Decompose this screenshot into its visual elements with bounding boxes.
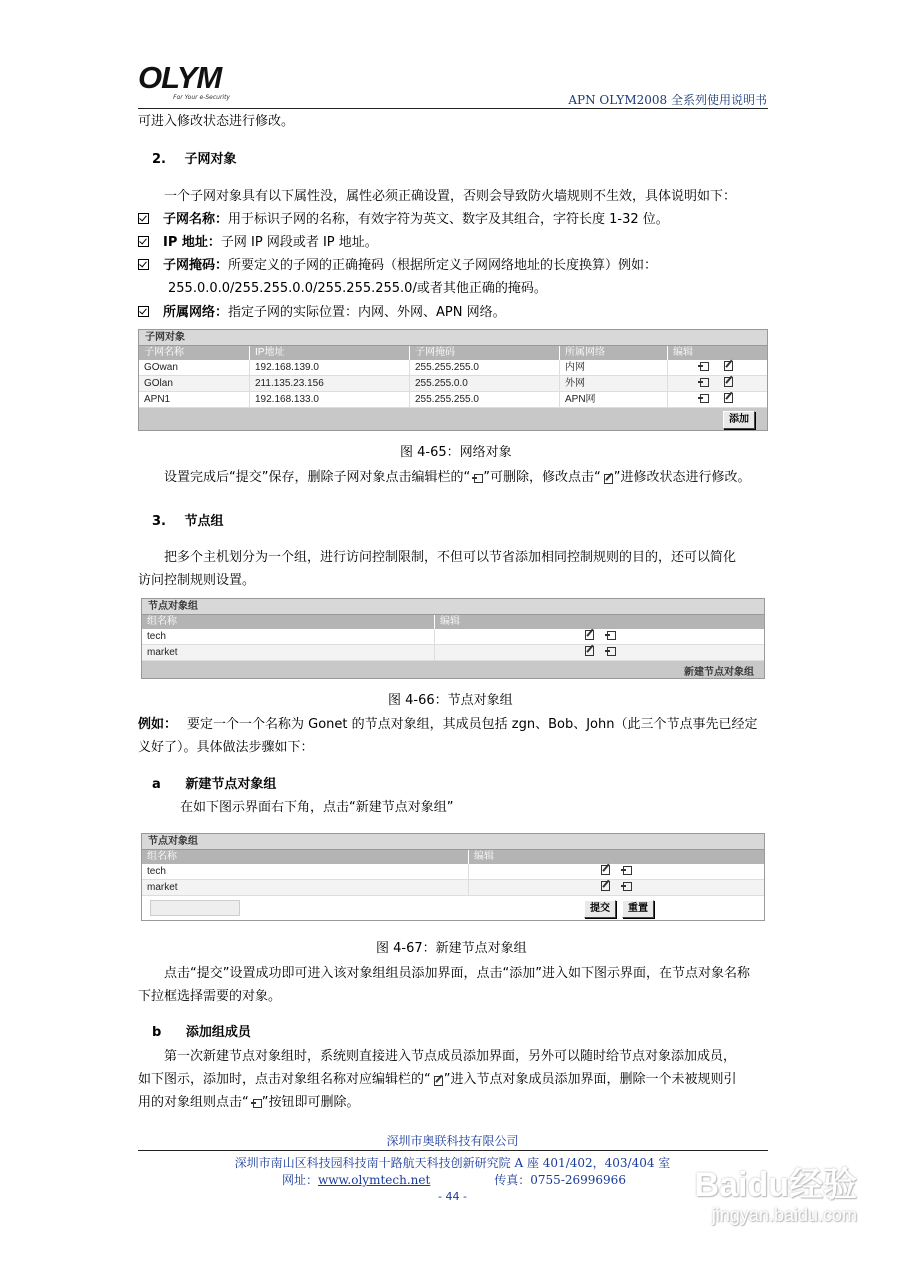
col-subnet-name: 子网名称 xyxy=(144,347,184,358)
logo xyxy=(138,62,238,104)
footer-address: 深圳市南山区科技园科技南十路航天科技创新研究院 A 座 401/402，403/404 室 xyxy=(234,1156,671,1170)
example-line2: 义好了）。具体做法步骤如下： xyxy=(138,740,314,755)
footer-rule xyxy=(138,1150,768,1151)
section-2-heading xyxy=(152,152,237,168)
col-edit: 编辑 xyxy=(468,850,494,864)
submit-button[interactable]: 提交 xyxy=(584,900,616,918)
sub-b-heading xyxy=(152,1025,251,1041)
edit-icon[interactable] xyxy=(601,881,610,891)
checkbox-icon xyxy=(138,236,149,247)
checkbox-icon xyxy=(138,213,149,224)
footer-company: 深圳市奥联科技有限公司 xyxy=(386,1134,519,1148)
table-row: GOlan 211.135.23.156 255.255.0.0 外网 xyxy=(139,376,767,392)
figure-67-caption: 图 4-67：新建节点对象组 xyxy=(376,941,527,956)
table-footer xyxy=(139,408,767,430)
edit-icon xyxy=(432,1074,443,1085)
sub-b-para-line1: 第一次新建节点对象组时，系统则直接进入节点成员添加界面，另外可以随时给节点对象添加成员， xyxy=(164,1049,737,1064)
delete-icon[interactable] xyxy=(607,631,616,640)
figure-67-para-line1: 点击“提交”设置成功即可进入该对象组组员添加界面，点击“添加”进入如下图示界面，在节点对象名称 xyxy=(164,966,750,981)
col-ip: IP地址 xyxy=(249,346,284,360)
figure-65-description: 设置完成后“提交”保存，删除子网对象点击编辑栏的“ ”可删除，修改点击“ ”进修改状态进行修改。 xyxy=(164,470,751,485)
website-link[interactable]: www.olymtech.net xyxy=(318,1173,431,1187)
footer-contact: 网址：www.olymtech.net 传真：0755-26996966 xyxy=(282,1173,626,1187)
sub-b-para-line3: 用的对象组则点击“ ”按钮即可删除。 xyxy=(138,1095,360,1110)
watermark-brand: Baidu经验 xyxy=(694,1166,857,1204)
new-node-group-link[interactable]: 新建节点对象组 xyxy=(684,667,754,678)
sub-b-para-line2: 如下图示，添加时，点击对象组名称对应编辑栏的“ ”进入节点对象成员添加界面，删除一个未被规则引 xyxy=(138,1072,737,1087)
figure-66-caption: 图 4-66：节点对象组 xyxy=(388,693,513,708)
subnet-object-table xyxy=(138,329,768,431)
delete-icon xyxy=(471,472,482,483)
col-network: 所属网络 xyxy=(559,346,605,360)
delete-icon[interactable] xyxy=(607,647,616,656)
doc-title: APN OLYM2008 全系列使用说明书 xyxy=(568,93,767,107)
sub-a-number: a xyxy=(152,777,161,792)
col-group-name: 组名称 xyxy=(147,616,177,627)
edit-icon[interactable] xyxy=(724,361,733,371)
edit-icon[interactable] xyxy=(724,393,733,403)
table-row: GOwan 192.168.139.0 255.255.255.0 内网 xyxy=(139,360,767,376)
bullet-network: 所属网络：指定子网的实际位置：内网、外网、APN 网络。 xyxy=(138,305,506,321)
checkbox-icon xyxy=(138,306,149,317)
section-3-title: 节点组 xyxy=(184,514,224,529)
table-row: market xyxy=(142,645,764,661)
new-node-group-table xyxy=(141,833,765,921)
section-3-heading xyxy=(152,514,224,530)
logo-tagline: For Your e-Security xyxy=(173,94,230,101)
section-3-para-line2: 访问控制规则设置。 xyxy=(138,573,256,588)
logo-text: OLYM xyxy=(138,60,222,95)
checkbox-icon xyxy=(138,259,149,270)
section-3-para-line1: 把多个主机划分为一个组，进行访问控制限制，不但可以节省添加相同控制规则的目的，还可以简化 xyxy=(164,550,737,565)
table-header xyxy=(139,346,767,360)
example-line1: 例如： 要定一个一个名称为 Gonet 的节点对象组，其成员包括 zgn、Bob、John（此三个节点事先已经定 xyxy=(138,717,758,732)
edit-icon[interactable] xyxy=(724,377,733,387)
continue-text: 可进入修改状态进行修改。 xyxy=(138,114,295,129)
figure-67-para-line2: 下拉框选择需要的对象。 xyxy=(138,989,282,1004)
sub-a-heading xyxy=(152,777,276,793)
section-2-intro: 一个子网对象具有以下属性没，属性必须正确设置，否则会导致防火墙规则不生效，具体说明如下： xyxy=(164,189,737,204)
table-row: tech xyxy=(142,629,764,645)
col-edit: 编辑 xyxy=(667,346,693,360)
watermark-url: jingyan.baidu.com xyxy=(711,1205,857,1225)
bullet-subnet-mask-cont: 255.0.0.0/255.255.0.0/255.255.255.0/或者其他正确的掩码。 xyxy=(168,281,547,296)
section-3-number: 3. xyxy=(152,514,166,529)
delete-icon[interactable] xyxy=(700,362,709,371)
table-title: 节点对象组 xyxy=(142,834,764,850)
edit-icon[interactable] xyxy=(585,646,594,656)
section-2-title: 子网对象 xyxy=(184,152,237,167)
table-row: APN1 192.168.133.0 255.255.255.0 APN网 xyxy=(139,392,767,408)
form-row xyxy=(142,896,764,920)
sub-b-title: 添加组成员 xyxy=(185,1025,251,1040)
reset-button[interactable]: 重置 xyxy=(622,900,654,918)
bullet-subnet-name: 子网名称：用于标识子网的名称，有效字符为英文、数字及其组合，字符长度 1-32 位。 xyxy=(138,212,669,228)
edit-icon[interactable] xyxy=(585,630,594,640)
table-header xyxy=(142,615,764,629)
edit-icon xyxy=(602,472,613,483)
add-button[interactable]: 添加 xyxy=(723,411,755,429)
table-title: 子网对象 xyxy=(139,330,767,346)
col-edit: 编辑 xyxy=(434,615,460,629)
delete-icon[interactable] xyxy=(623,866,632,875)
sub-b-number: b xyxy=(152,1025,162,1040)
col-group-name: 组名称 xyxy=(147,851,177,862)
bullet-ip-address: IP 地址：子网 IP 网段或者 IP 地址。 xyxy=(138,235,378,251)
col-mask: 子网掩码 xyxy=(409,346,455,360)
table-row: market xyxy=(142,880,764,896)
fax: 传真：0755-26996966 xyxy=(494,1173,626,1187)
section-2-number: 2. xyxy=(152,152,166,167)
table-footer xyxy=(142,661,764,678)
bullet-subnet-mask: 子网掩码：所要定义的子网的正确掩码（根据所定义子网网络地址的长度换算）例如： xyxy=(138,258,657,274)
table-header xyxy=(142,850,764,864)
sub-a-text: 在如下图示界面右下角，点击“新建节点对象组” xyxy=(180,800,454,815)
page-number: - 44 - xyxy=(438,1190,467,1203)
sub-a-title: 新建节点对象组 xyxy=(185,777,277,792)
figure-65-caption: 图 4-65：网络对象 xyxy=(400,445,512,460)
node-group-table xyxy=(141,598,765,679)
table-row: tech xyxy=(142,864,764,880)
delete-icon[interactable] xyxy=(700,378,709,387)
table-title: 节点对象组 xyxy=(142,599,764,615)
header-rule xyxy=(138,108,768,109)
group-name-input[interactable] xyxy=(150,900,240,916)
edit-icon[interactable] xyxy=(601,865,610,875)
baidu-watermark xyxy=(695,1166,857,1226)
delete-icon[interactable] xyxy=(623,882,632,891)
delete-icon xyxy=(250,1097,261,1108)
delete-icon[interactable] xyxy=(700,394,709,403)
